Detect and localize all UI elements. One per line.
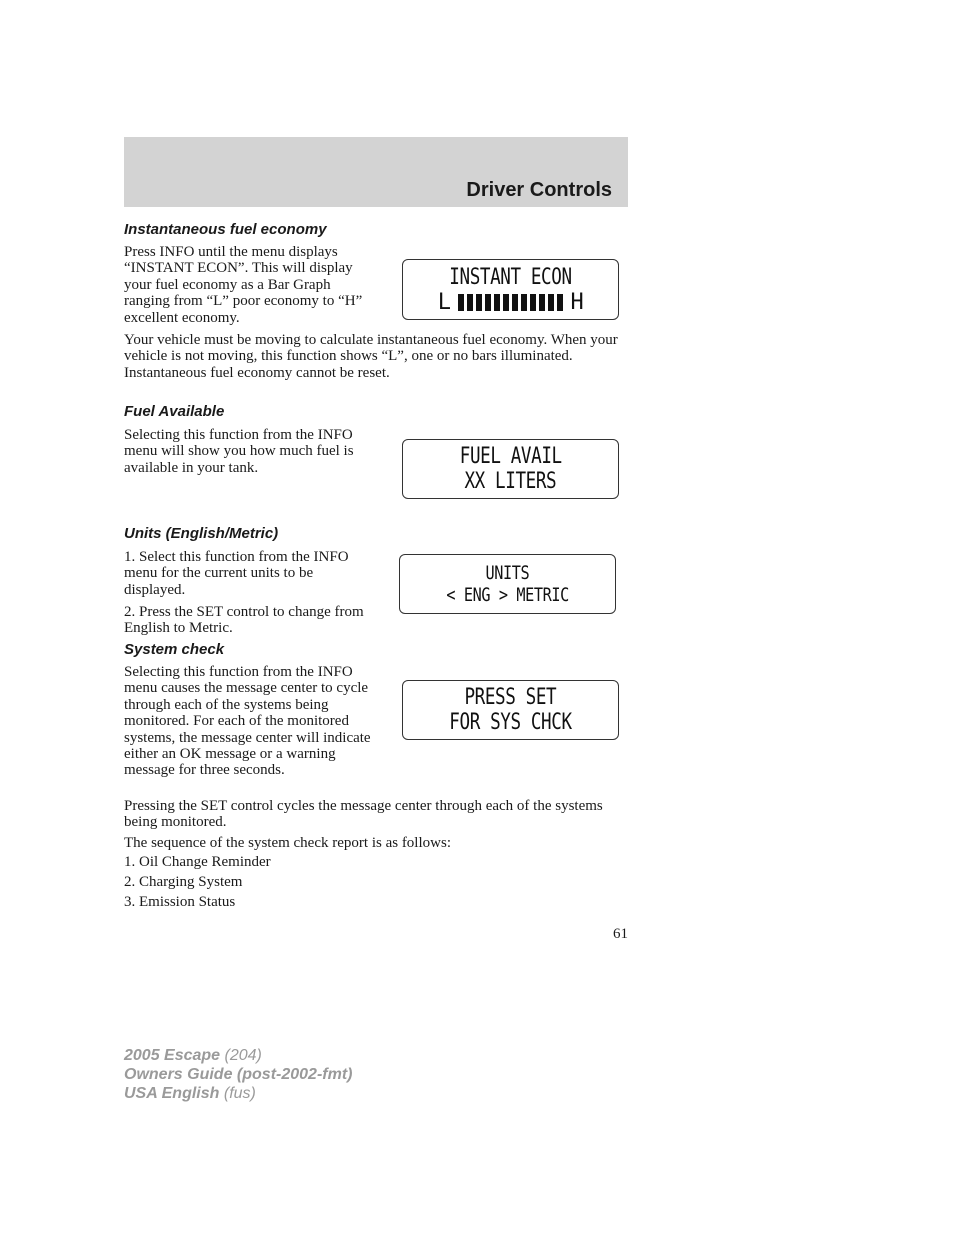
bar-graph-bars <box>457 294 565 311</box>
heading-units: Units (English/Metric) <box>124 525 279 542</box>
heading-system-check: System check <box>124 641 225 658</box>
system-check-intro: Selecting this function from the INFO menu causes the message center to cycle through each of the systems being monitored. For each of the monitored systems, the message center will indicate either an OK message or a warning message for three seconds. <box>124 664 371 779</box>
display-press-set-line2: FOR SYS CHCK <box>449 710 572 735</box>
bar-graph-segment <box>494 294 500 311</box>
display-press-set-line1: PRESS SET <box>464 685 557 710</box>
display-units-line2: < ENG > METRIC <box>446 584 569 606</box>
footer-language-code: (fus) <box>219 1085 256 1102</box>
display-fuel-avail <box>402 439 619 499</box>
display-units-line1: UNITS <box>485 562 530 584</box>
system-check-set-note: Pressing the SET control cycles the message center through each of the systems being monitored. <box>124 798 603 831</box>
bar-graph-segment <box>458 294 464 311</box>
bar-graph-segment <box>485 294 491 311</box>
bar-graph-segment <box>530 294 536 311</box>
fuel-economy-bar-graph <box>438 290 584 315</box>
list-item: 1. Oil Change Reminder <box>124 854 271 870</box>
bar-graph-low-label: L <box>437 289 451 315</box>
units-step-2: 2. Press the SET control to change from English to Metric. <box>124 604 364 637</box>
fuel-available-text: Selecting this function from the INFO menu will show you how much fuel is available in your tank. <box>124 427 354 476</box>
heading-fuel-available: Fuel Available <box>124 403 225 420</box>
section-title: Driver Controls <box>466 179 612 201</box>
instant-fuel-economy-intro: Press INFO until the menu displays “INSTANT ECON”. This will display your fuel economy as a Bar Graph ranging from “L” poor economy to “H” excellent economy. <box>124 244 363 326</box>
bar-graph-segment <box>539 294 545 311</box>
footer-guide: Owners Guide (post-2002-fmt) <box>124 1066 353 1083</box>
instant-fuel-economy-moving-note: Your vehicle must be moving to calculate instantaneous fuel economy. When your vehicle is not moving, this function shows “L”, one or no bars illuminated. Instantaneous fuel economy cannot be reset. <box>124 332 618 381</box>
list-item: 2. Charging System <box>124 874 243 890</box>
footer-model-code: (204) <box>220 1047 262 1064</box>
document-footer <box>124 1046 352 1103</box>
units-step-1: 1. Select this function from the INFO menu for the current units to be displayed. <box>124 549 349 598</box>
footer-model: 2005 Escape <box>124 1047 221 1064</box>
bar-graph-segment <box>521 294 527 311</box>
display-instant-econ <box>402 259 619 320</box>
bar-graph-segment <box>476 294 482 311</box>
display-fuel-avail-line1: FUEL AVAIL <box>459 444 562 469</box>
heading-instant-fuel-economy: Instantaneous fuel economy <box>124 221 327 238</box>
system-check-sequence-intro: The sequence of the system check report is as follows: <box>124 835 451 851</box>
section-header-band <box>124 137 628 207</box>
bar-graph-segment <box>557 294 563 311</box>
bar-graph-segment <box>548 294 554 311</box>
page-number: 61 <box>613 926 628 942</box>
display-units <box>399 554 616 614</box>
bar-graph-high-label: H <box>570 289 584 315</box>
list-item: 3. Emission Status <box>124 894 236 910</box>
footer-language: USA English <box>124 1085 220 1102</box>
display-press-set <box>402 680 619 740</box>
bar-graph-segment <box>503 294 509 311</box>
display-instant-econ-line1: INSTANT ECON <box>449 264 572 290</box>
bar-graph-segment <box>467 294 473 311</box>
display-fuel-avail-line2: XX LITERS <box>464 469 557 494</box>
bar-graph-segment <box>512 294 518 311</box>
